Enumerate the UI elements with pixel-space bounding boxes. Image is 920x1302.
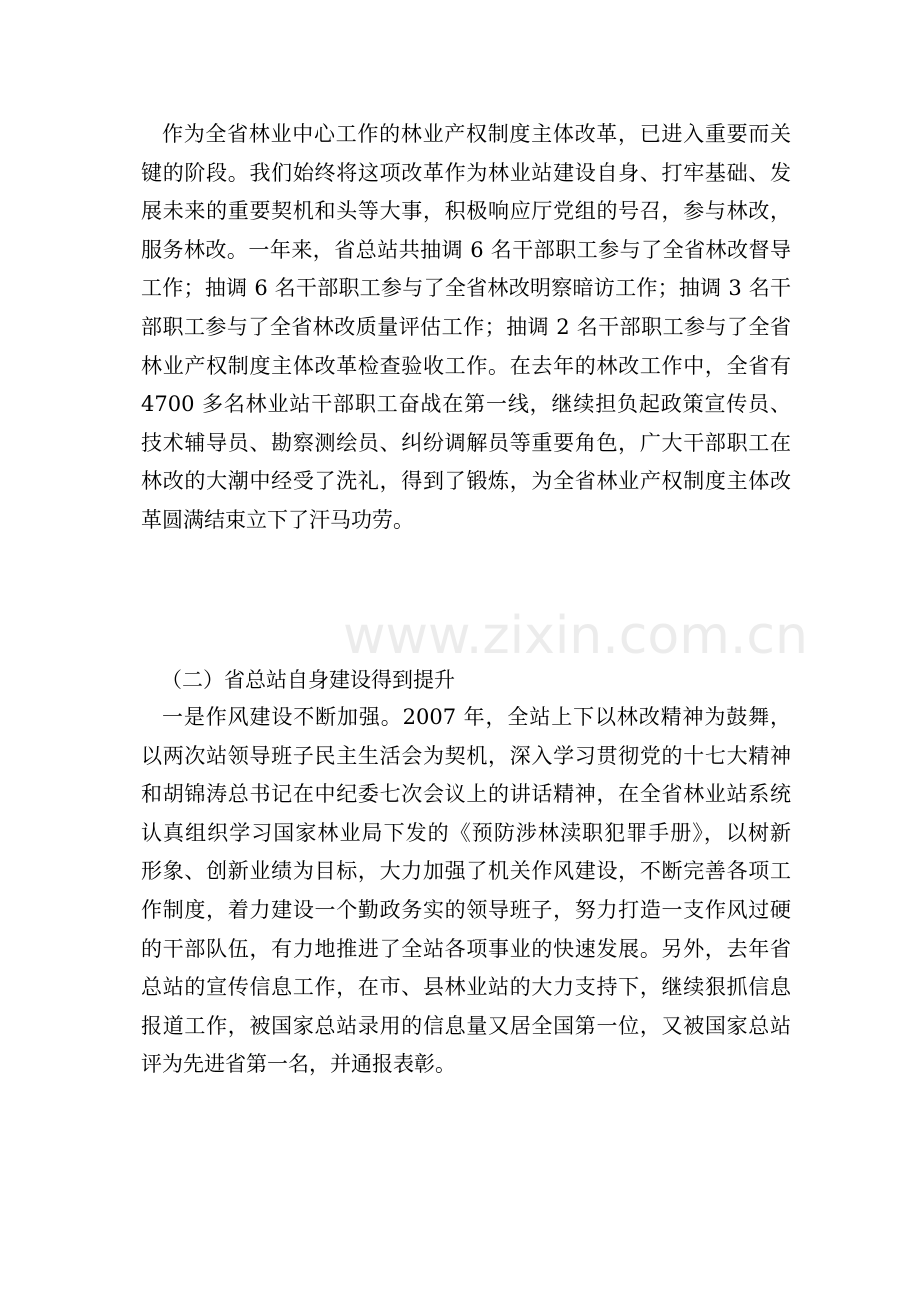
paragraph-line: 作制度，着力建设一个勤政务实的领导班子，努力打造一支作风过硬	[141, 897, 791, 922]
watermark: www.zixin.com.cn	[343, 606, 808, 666]
paragraph-line: 革圆满结束立下了汗马功劳。	[141, 507, 414, 532]
paragraph-line: 认真组织学习国家林业局下发的《预防涉林渎职犯罪手册》，以树新	[141, 820, 791, 845]
paragraph-line: 展未来的重要契机和头等大事，积极响应厅党组的号召，参与林改，	[141, 199, 791, 224]
paragraph-line: 的干部队伍，有力地推进了全站各项事业的快速发展。另外，去年省	[141, 936, 791, 961]
paragraph-line: 以两次站领导班子民主生活会为契机，深入学习贯彻党的十七大精神	[141, 743, 791, 768]
section-heading	[141, 661, 791, 700]
paragraph-work-style	[141, 698, 791, 1084]
paragraph-forestry-reform	[141, 115, 791, 540]
paragraph-line: 和胡锦涛总书记在中纪委七次会议上的讲话精神，在全省林业站系统	[141, 782, 791, 807]
paragraph-line: 总站的宣传信息工作，在市、县林业站的大力支持下，继续狠抓信息	[141, 975, 791, 1000]
paragraph-line: 键的阶段。我们始终将这项改革作为林业站建设自身、打牢基础、发	[141, 160, 791, 185]
paragraph-line: 4700 多名林业站干部职工奋战在第一线，继续担负起政策宣传员、	[141, 392, 791, 417]
paragraph-line: 评为先进省第一名，并通报表彰。	[141, 1052, 456, 1077]
paragraph-line: 作为全省林业中心工作的林业产权制度主体改革，已进入重要而关	[162, 122, 791, 146]
paragraph-line: 林业产权制度主体改革检查验收工作。在去年的林改工作中，全省有	[141, 353, 791, 378]
paragraph-line: 形象、创新业绩为目标，大力加强了机关作风建设，不断完善各项工	[141, 859, 791, 884]
paragraph-line: 报道工作，被国家总站录用的信息量又居全国第一位，又被国家总站	[141, 1013, 791, 1038]
paragraph-line: 技术辅导员、勘察测绘员、纠纷调解员等重要角色，广大干部职工在	[141, 430, 791, 455]
paragraph-line: 部职工参与了全省林改质量评估工作；抽调 2 名干部职工参与了全省	[141, 314, 791, 339]
paragraph-line: 工作；抽调 6 名干部职工参与了全省林改明察暗访工作；抽调 3 名干	[141, 276, 791, 301]
paragraph-line: 林改的大潮中经受了洗礼，得到了锻炼，为全省林业产权制度主体改	[141, 469, 791, 494]
section-heading-text: （二）省总站自身建设得到提升	[161, 668, 455, 692]
paragraph-line: 一是作风建设不断加强。2007 年，全站上下以林改精神为鼓舞，	[162, 705, 791, 729]
paragraph-line: 服务林改。一年来，省总站共抽调 6 名干部职工参与了全省林改督导	[141, 237, 791, 262]
